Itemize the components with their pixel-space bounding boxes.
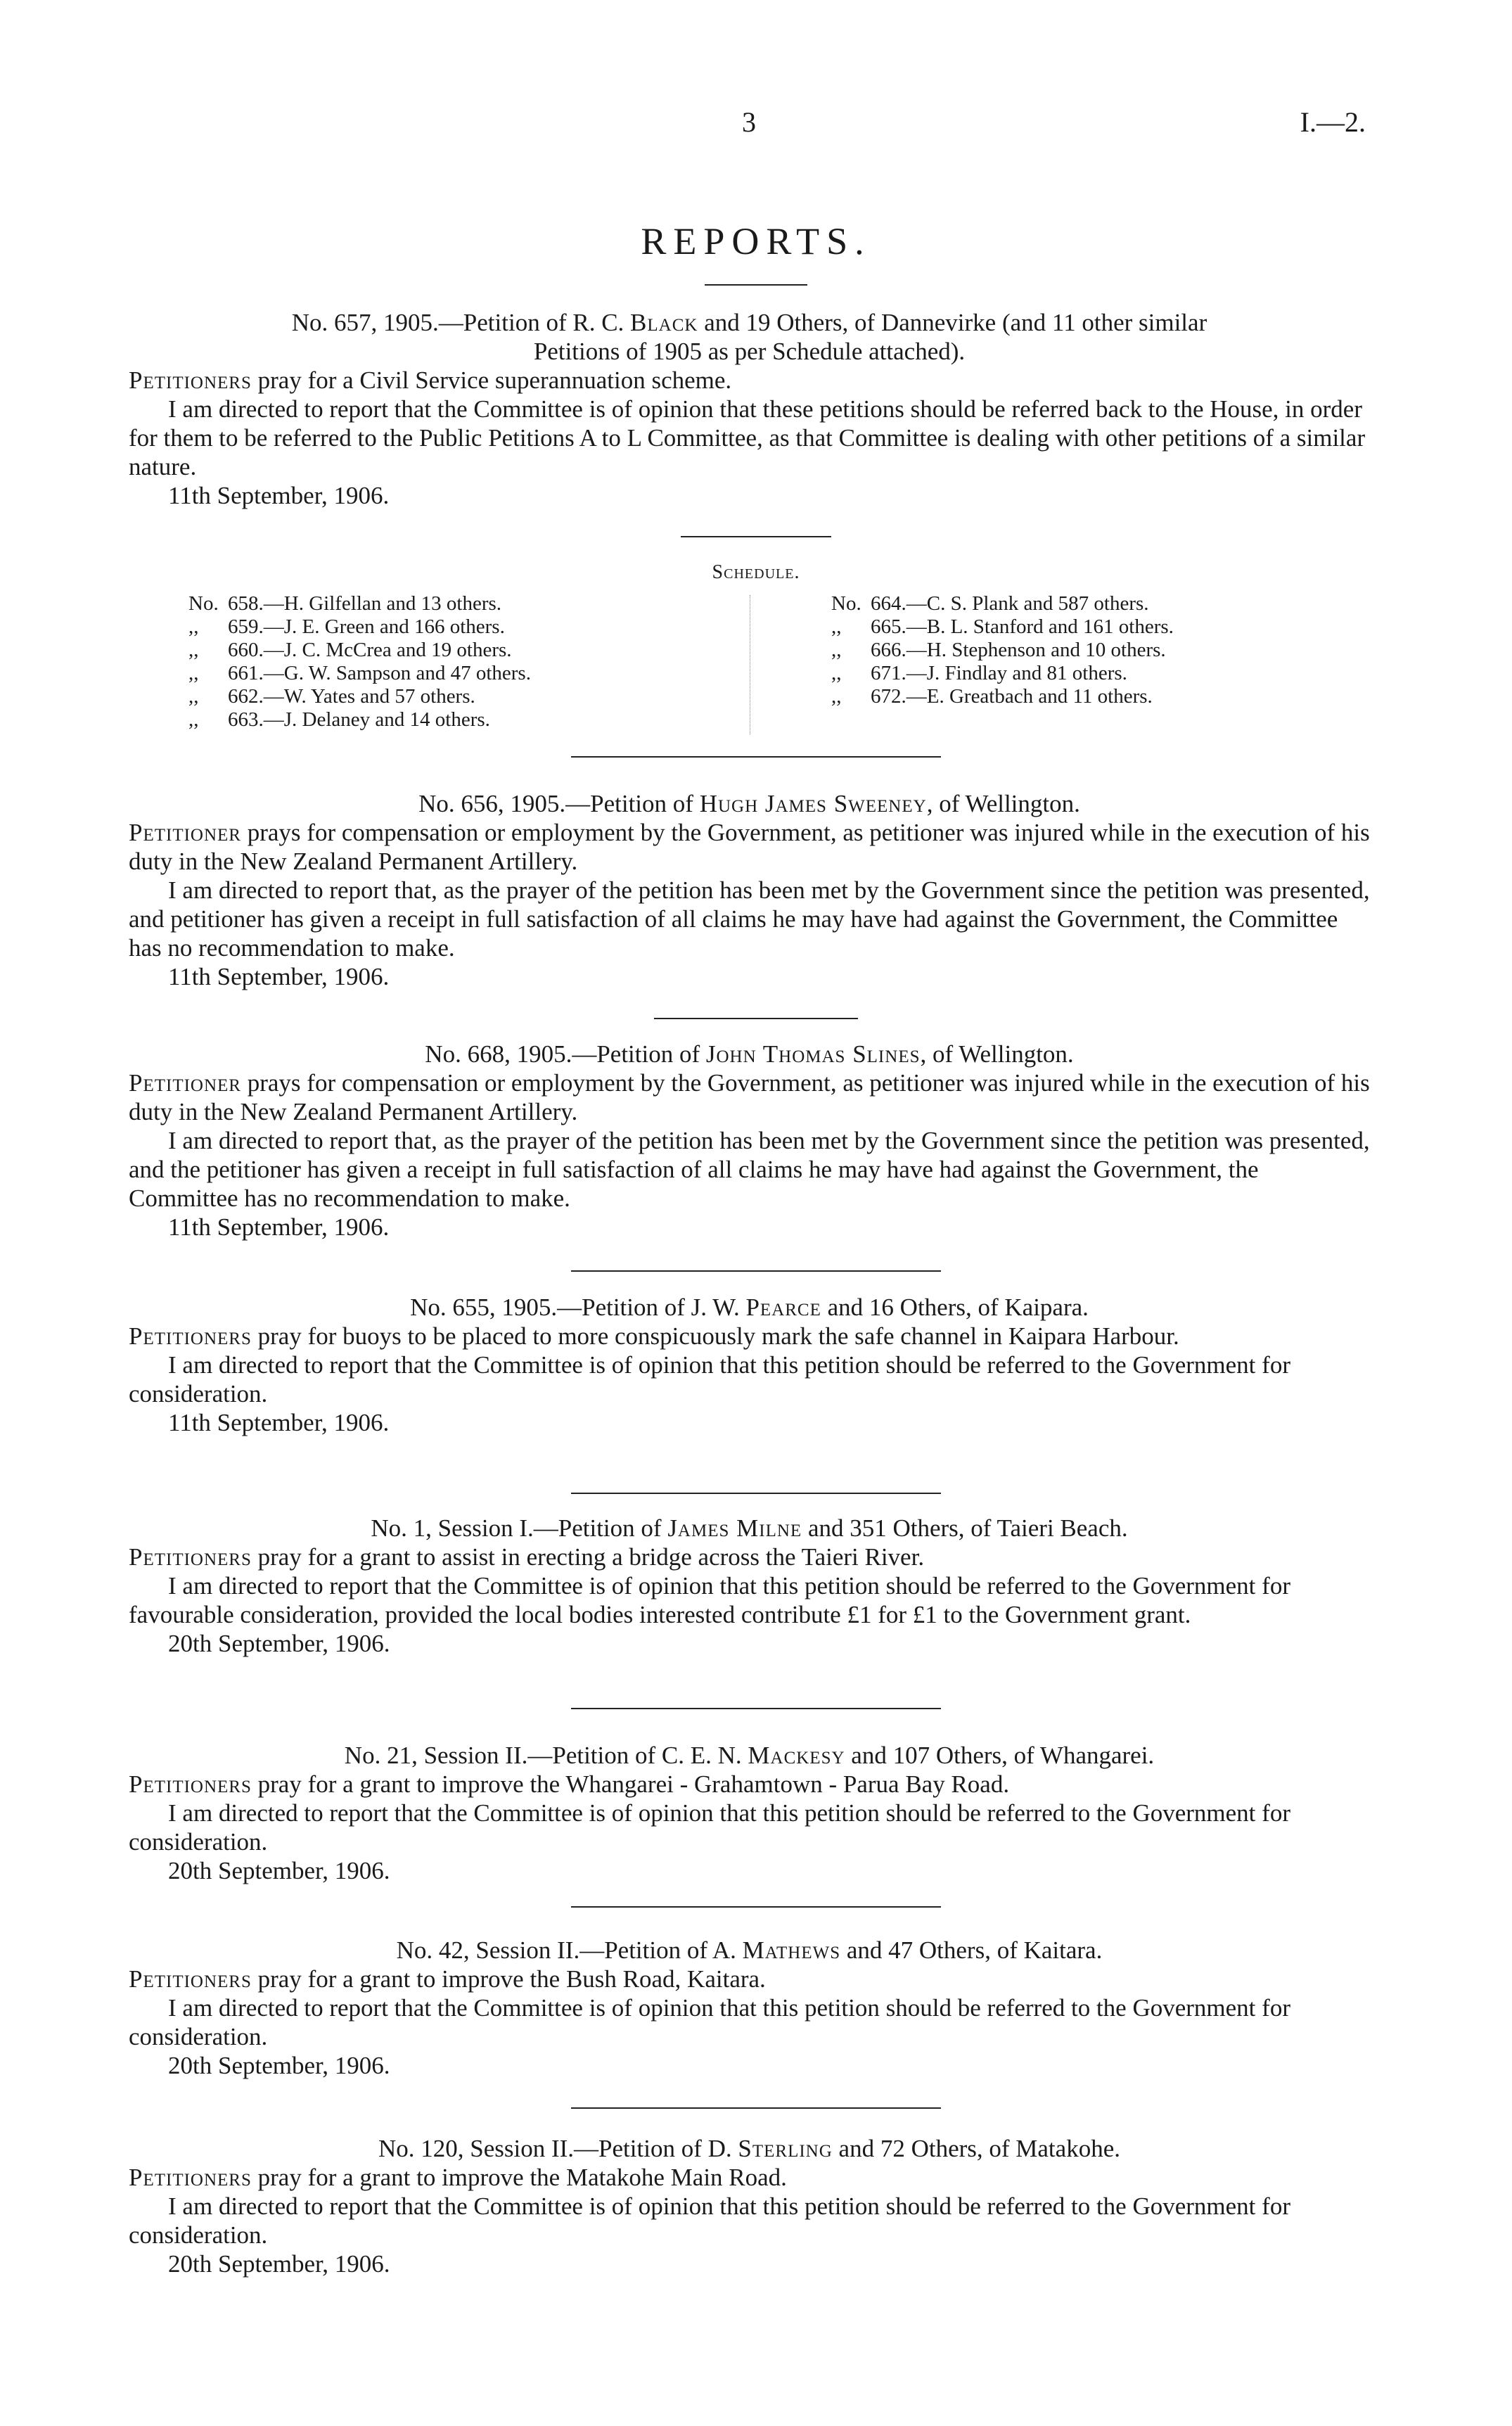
report-session2-42 — [129, 1936, 1370, 2080]
section-rule — [654, 1018, 858, 1019]
entry-text: 665.—B. L. Stanford and 161 others. — [871, 615, 1174, 638]
petitioner-name: Sterling — [738, 2135, 833, 2162]
entry-prefix: ,, — [831, 615, 842, 638]
prayer-subject: Petitioners — [129, 1322, 252, 1350]
schedule-left-column — [188, 592, 531, 732]
report-655 — [129, 1293, 1370, 1437]
prayer-text: pray for a grant to assist in erecting a bridge across the Taieri River. — [257, 1543, 925, 1571]
report-date: 11th September, 1906. — [168, 1409, 390, 1436]
prayer — [129, 818, 1370, 876]
report-text: I am directed to report that, as the prayer of the petition has been met by the Government since the petition was presented, and petitioner has given a receipt in full satisfaction of all claims he may have had against the Government, the Committee has no recommendation to make. — [129, 876, 1370, 962]
prayer — [129, 2163, 1370, 2192]
title-rule — [705, 284, 807, 286]
section-rule — [571, 756, 941, 758]
report-text: I am directed to report that, as the prayer of the petition has been met by the Government since the petition was presented, and the petitioner has given a receipt in full satisfaction of all claims he may have had against the Government, the Committee has no recommendation to make. — [129, 1127, 1370, 1212]
section-rule — [571, 2107, 941, 2109]
entry-prefix: ,, — [831, 685, 842, 708]
section-rule — [571, 1493, 941, 1494]
schedule-entry — [188, 615, 531, 639]
prayer-subject: Petitioners — [129, 366, 252, 394]
entry-text: 658.—H. Gilfellan and 13 others. — [228, 592, 502, 615]
prayer — [129, 1068, 1370, 1126]
prayer-text: prays for compensation or employment by the Government, as petitioner was injured while in the execution of his duty in the New Zealand Permanent Artillery. — [129, 1069, 1370, 1125]
heading-text: No. 655, 1905.—Petition of J. W. — [410, 1294, 740, 1321]
prayer-text: pray for a grant to improve the Bush Road, Kaitara. — [257, 1965, 766, 1993]
report-heading — [129, 2134, 1370, 2163]
heading-text: No. 656, 1905.—Petition of — [418, 790, 693, 817]
prayer — [129, 1965, 1370, 1993]
entry-prefix: ,, — [831, 662, 842, 684]
report-date: 20th September, 1906. — [168, 1857, 390, 1884]
heading-text: , of Wellington. — [926, 790, 1080, 817]
report-heading — [129, 1293, 1370, 1322]
schedule-entry — [188, 662, 531, 685]
report-heading — [129, 1514, 1370, 1543]
report-text: I am directed to report that the Committee is of opinion that this petition should be referred to the Government for consideration. — [129, 1994, 1290, 2050]
heading-text: No. 21, Session II.—Petition of C. E. N. — [344, 1742, 742, 1769]
heading-line-2: Petitions of 1905 as per Schedule attached). — [533, 338, 966, 365]
page-title: REPORTS. — [641, 220, 871, 262]
prayer — [129, 1770, 1370, 1799]
petitioner-name: Hugh James Sweeney — [699, 790, 927, 817]
report-date: 20th September, 1906. — [168, 2250, 390, 2278]
report-657 — [129, 308, 1370, 510]
prayer-subject: Petitioners — [129, 2164, 252, 2191]
report-session2-21 — [129, 1741, 1370, 1885]
heading-text: and 107 Others, of Whangarei. — [851, 1742, 1155, 1769]
prayer-subject: Petitioner — [129, 819, 241, 846]
prayer — [129, 366, 1370, 395]
petitioner-name: Mathews — [742, 1936, 841, 1964]
petitioner-name: Mackesy — [748, 1742, 845, 1769]
report-text: I am directed to report that the Committee is of opinion that these petitions should be referred back to the House, in order for them to be referred to the Public Petitions A to L Committee, as that Committee is dealing with other petitions of a similar nature. — [129, 395, 1366, 480]
schedule-title: Schedule. — [712, 561, 800, 583]
prayer — [129, 1322, 1370, 1351]
entry-text: 672.—E. Greatbach and 11 others. — [871, 685, 1153, 708]
report-date: 11th September, 1906. — [168, 963, 390, 990]
prayer-subject: Petitioners — [129, 1965, 252, 1993]
page-number: 3 — [742, 106, 756, 138]
schedule-entry — [188, 639, 531, 662]
heading-text: No. 668, 1905.—Petition of — [425, 1040, 700, 1068]
prayer-text: pray for buoys to be placed to more conspicuously mark the safe channel in Kaipara Harbour. — [257, 1322, 1179, 1350]
entry-text: 663.—J. Delaney and 14 others. — [228, 708, 490, 731]
report-text: I am directed to report that the Committee is of opinion that this petition should be referred to the Government for consideration. — [129, 1351, 1290, 1407]
schedule-entry — [188, 708, 531, 732]
prayer-text: pray for a grant to improve the Whangarei - Grahamtown - Parua Bay Road. — [257, 1770, 1010, 1798]
report-date: 11th September, 1906. — [168, 482, 390, 509]
report-text: I am directed to report that the Committee is of opinion that this petition should be referred to the Government for favourable consideration, provided the local bodies interested contribute £1 for £1 to the Government grant. — [129, 1572, 1290, 1628]
heading-text: and 47 Others, of Kaitara. — [846, 1936, 1103, 1964]
prayer-subject: Petitioners — [129, 1770, 252, 1798]
entry-text: 659.—J. E. Green and 166 others. — [228, 615, 505, 638]
heading-text: No. 42, Session II.—Petition of A. — [396, 1936, 736, 1964]
report-heading — [129, 789, 1370, 818]
entry-text: 664.—C. S. Plank and 587 others. — [871, 592, 1149, 615]
petitioner-name: Black — [630, 309, 698, 336]
schedule-entry — [831, 639, 1174, 662]
petitioner-name: Pearce — [745, 1294, 821, 1321]
report-date: 11th September, 1906. — [168, 1213, 390, 1241]
report-heading — [129, 308, 1370, 337]
heading-text: and 351 Others, of Taieri Beach. — [807, 1514, 1128, 1542]
entry-prefix: ,, — [188, 708, 199, 731]
heading-text: No. 120, Session II.—Petition of D. — [378, 2135, 732, 2162]
heading-text: and 19 Others, of Dannevirke (and 11 other similar — [704, 309, 1207, 336]
prayer-subject: Petitioners — [129, 1543, 252, 1571]
entry-text: 671.—J. Findlay and 81 others. — [871, 662, 1127, 684]
entry-text: 661.—G. W. Sampson and 47 others. — [228, 662, 531, 684]
report-heading — [129, 1040, 1370, 1068]
schedule-entry — [831, 662, 1174, 685]
entry-text: 662.—W. Yates and 57 others. — [228, 685, 475, 708]
section-rule — [681, 536, 831, 537]
report-date: 20th September, 1906. — [168, 1630, 390, 1657]
entry-prefix: No. — [831, 592, 861, 615]
heading-text: and 16 Others, of Kaipara. — [827, 1294, 1089, 1321]
prayer-text: pray for a grant to improve the Matakohe Main Road. — [257, 2164, 787, 2191]
heading-text: , of Wellington. — [920, 1040, 1074, 1068]
schedule-entry — [831, 592, 1174, 615]
entry-prefix: ,, — [831, 639, 842, 661]
report-session1-1 — [129, 1514, 1370, 1658]
entry-text: 660.—J. C. McCrea and 19 others. — [228, 639, 512, 661]
section-rule — [571, 1708, 941, 1709]
report-heading — [129, 1741, 1370, 1770]
entry-prefix: ,, — [188, 685, 199, 708]
schedule-entry — [188, 685, 531, 708]
entry-prefix: No. — [188, 592, 219, 615]
page-header — [0, 106, 1512, 155]
schedule-entry — [188, 592, 531, 615]
schedule-right-column — [831, 592, 1174, 708]
page-reference: I.—2. — [1300, 106, 1366, 138]
prayer-text: prays for compensation or employment by the Government, as petitioner was injured while in the execution of his duty in the New Zealand Permanent Artillery. — [129, 819, 1370, 875]
entry-prefix: ,, — [188, 662, 199, 684]
prayer-subject: Petitioner — [129, 1069, 241, 1097]
report-text: I am directed to report that the Committee is of opinion that this petition should be referred to the Government for consideration. — [129, 1799, 1290, 1856]
report-heading — [129, 1936, 1370, 1965]
report-date: 20th September, 1906. — [168, 2052, 390, 2079]
petitioner-name: John Thomas Slines — [705, 1040, 921, 1068]
entry-prefix: ,, — [188, 639, 199, 661]
report-text: I am directed to report that the Committee is of opinion that this petition should be referred to the Government for consideration. — [129, 2192, 1290, 2249]
schedule-entry — [831, 685, 1174, 708]
entry-prefix: ,, — [188, 615, 199, 638]
entry-text: 666.—H. Stephenson and 10 others. — [871, 639, 1166, 661]
heading-text: No. 1, Session I.—Petition of — [371, 1514, 662, 1542]
prayer-text: pray for a Civil Service superannuation scheme. — [257, 366, 732, 394]
heading-text: No. 657, 1905.—Petition of R. C. — [291, 309, 624, 336]
prayer — [129, 1543, 1370, 1571]
section-rule — [571, 1906, 941, 1908]
petitioner-name: James Milne — [667, 1514, 802, 1542]
section-rule — [571, 1270, 941, 1272]
report-session2-120 — [129, 2134, 1370, 2278]
schedule-entry — [831, 615, 1174, 639]
report-668 — [129, 1040, 1370, 1241]
report-656 — [129, 789, 1370, 991]
heading-text: and 72 Others, of Matakohe. — [838, 2135, 1120, 2162]
